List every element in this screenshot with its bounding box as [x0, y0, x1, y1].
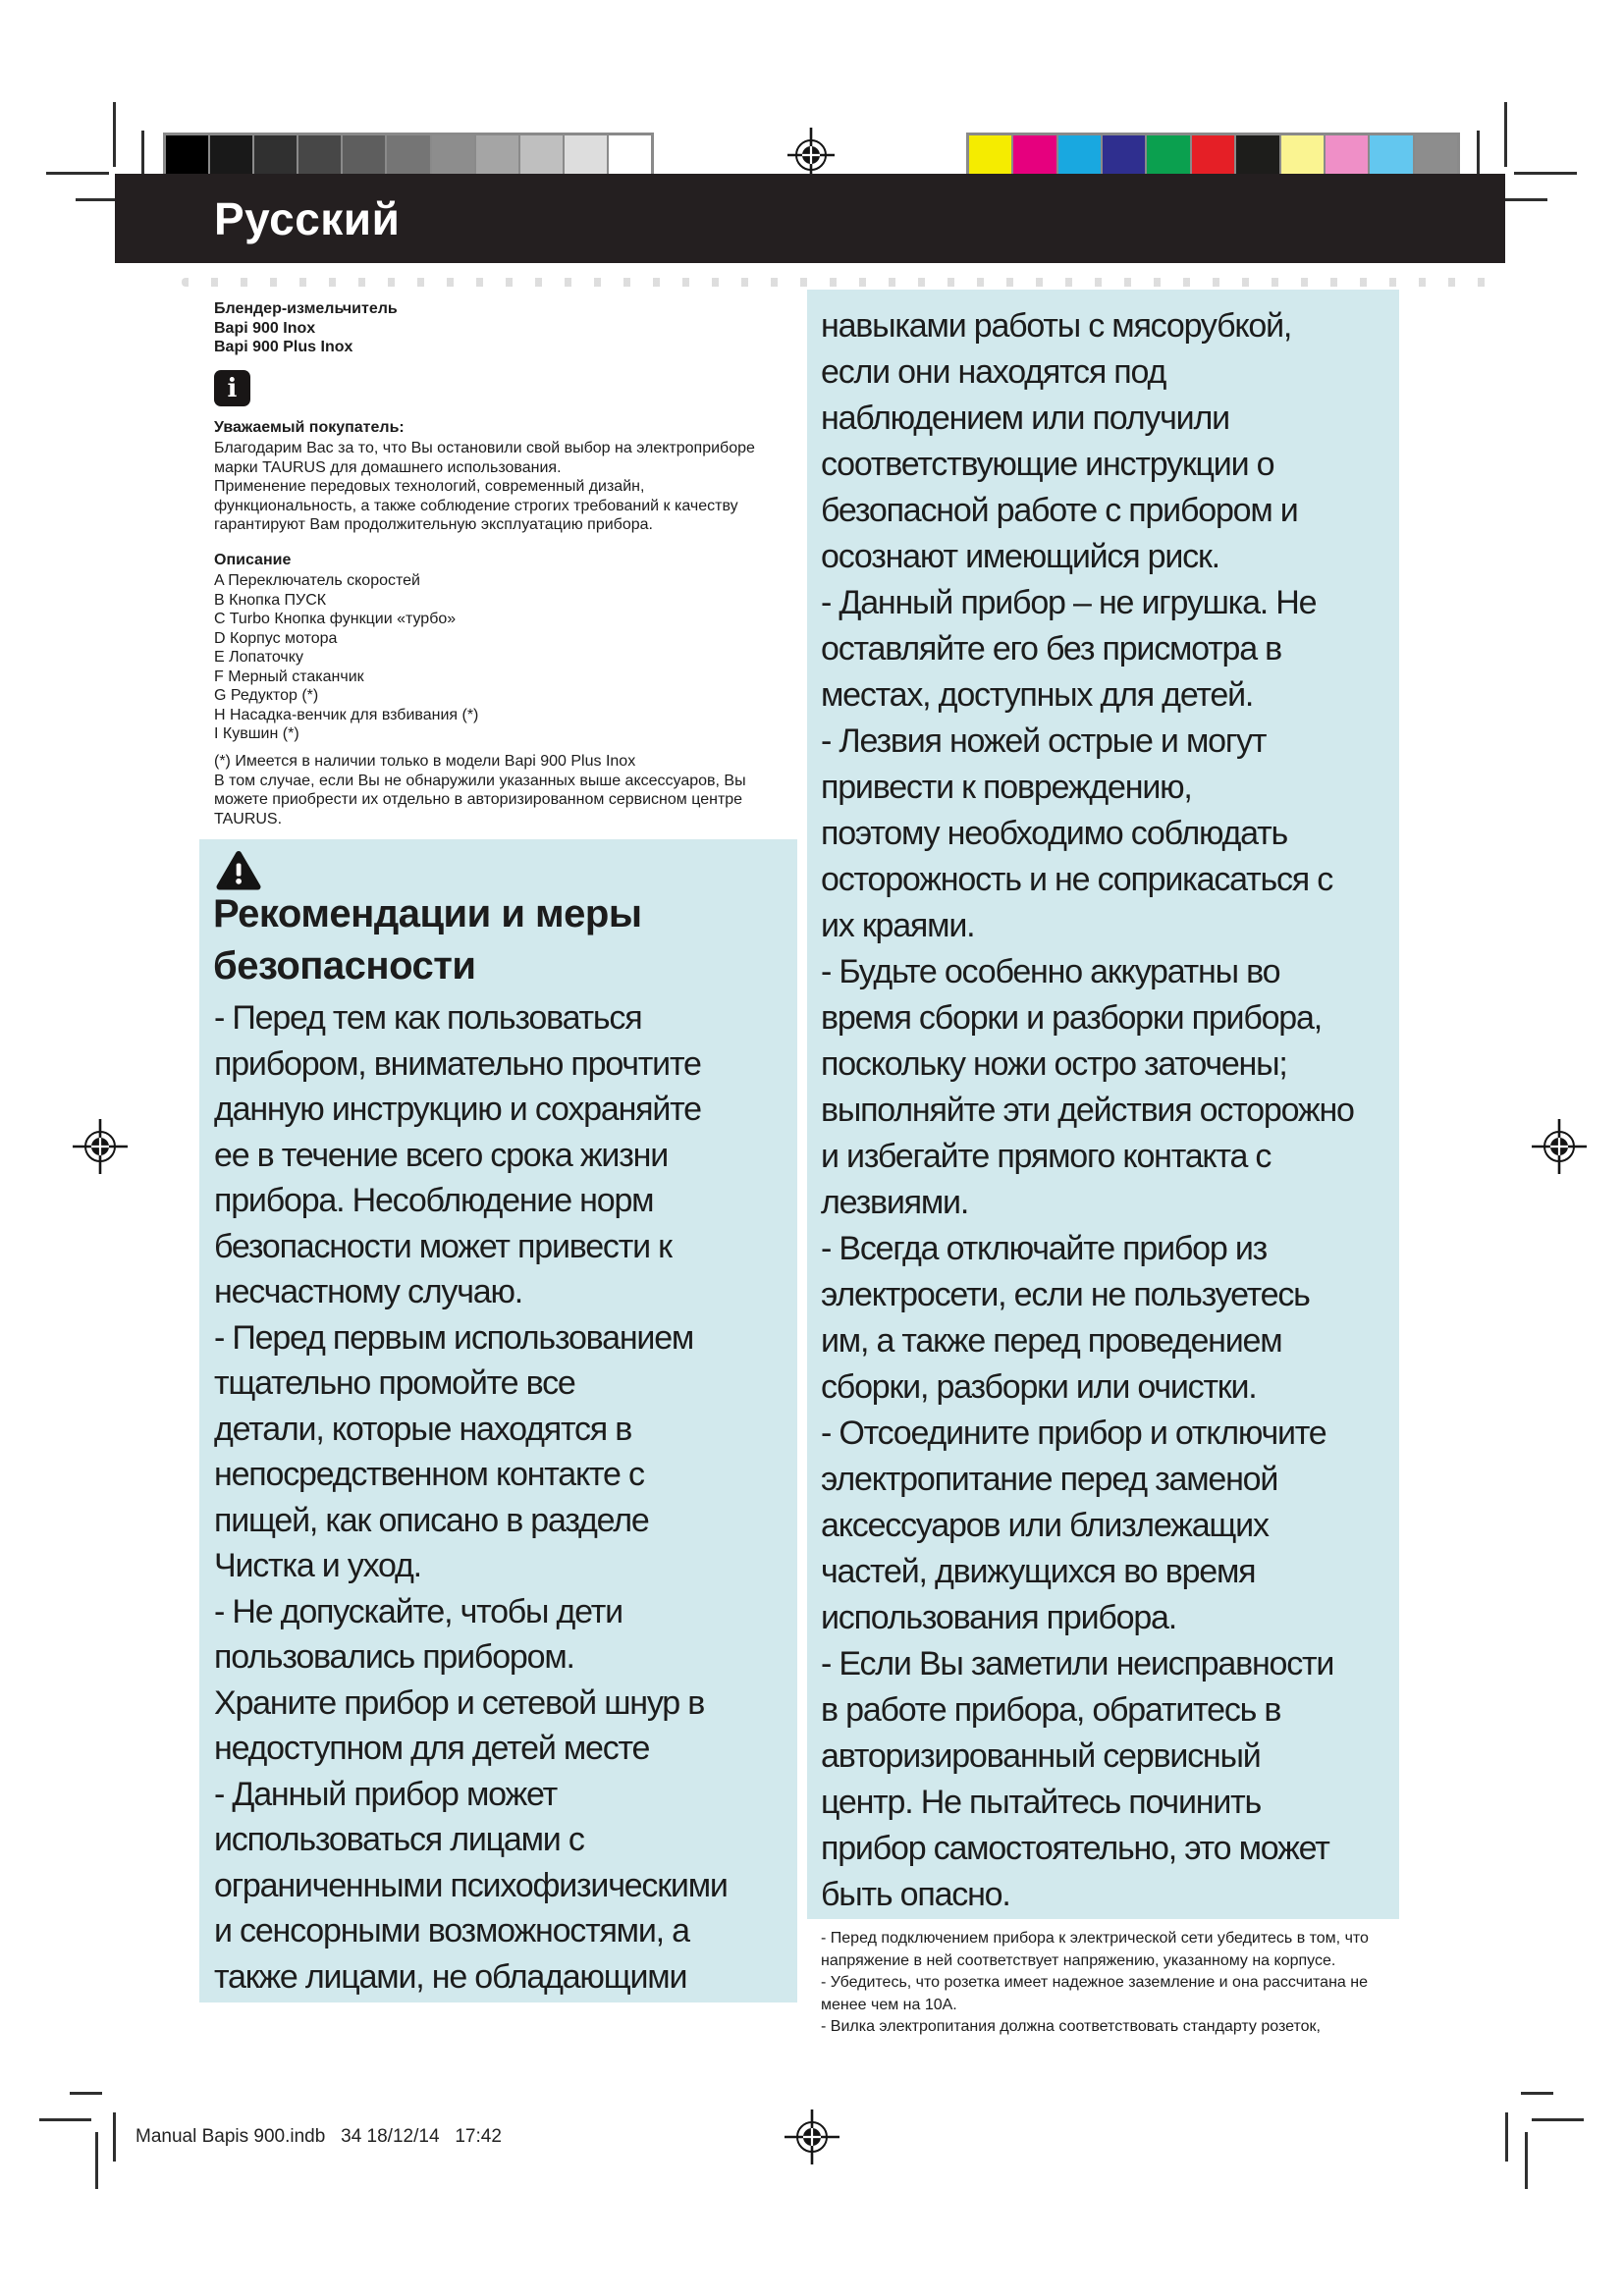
- safety-text-line: безопасности может привести к: [214, 1227, 672, 1265]
- safety-text-line: - Перед первым использованием: [214, 1318, 694, 1357]
- safety-text-line: навыками работы с мясорубкой,: [821, 307, 1292, 345]
- grayscale-swatch: [254, 135, 297, 178]
- safety-text-line: - Лезвия ножей острые и могут: [821, 722, 1267, 760]
- safety-text-line: Храните прибор и сетевой шнур в: [214, 1683, 705, 1722]
- description-item: F Мерный стаканчик: [214, 667, 364, 685]
- safety-text-line: наблюдением или получили: [821, 400, 1229, 437]
- intro-line: Применение передовых технологий, современный дизайн,: [214, 478, 645, 495]
- safety-text-line: пользовались прибором.: [214, 1638, 574, 1676]
- safety-text-line: им, а также перед проведением: [821, 1322, 1282, 1360]
- safety-text-line: прибора. Несоблюдение норм: [214, 1182, 654, 1219]
- safety-text-line: сборки, разборки или очистки.: [821, 1368, 1257, 1406]
- grayscale-swatch: [166, 135, 208, 178]
- safety-text-line: лезвиями.: [821, 1184, 969, 1221]
- safety-text-line: авторизированный сервисный: [821, 1737, 1261, 1775]
- crop-mark: [1505, 2112, 1508, 2162]
- color-swatch: [1103, 135, 1145, 178]
- info-icon-glyph: i: [227, 373, 238, 403]
- crop-mark: [1525, 2132, 1528, 2189]
- safety-heading-line: Рекомендации и меры: [213, 892, 642, 935]
- language-header-bar: [115, 174, 1505, 263]
- safety-text-line: если они находятся под: [821, 353, 1166, 391]
- color-swatch: [1326, 135, 1368, 178]
- safety-text-line: также лицами, не обладающими: [214, 1957, 687, 1996]
- description-item: B Кнопка ПУСК: [214, 591, 327, 609]
- intro-line: марки TAURUS для домашнего использования.: [214, 458, 562, 476]
- grayscale-swatch: [565, 135, 607, 178]
- description-item: H Насадка-венчик для взбивания (*): [214, 706, 479, 723]
- power-note-line: - Убедитесь, что розетка имеет надежное заземление и она рассчитана не: [821, 1974, 1368, 1991]
- description-item: C Turbo Кнопка функции «турбо»: [214, 611, 457, 627]
- safety-text-line: быть опасно.: [821, 1876, 1010, 1913]
- crop-mark: [113, 102, 116, 167]
- product-title-line: Bapi 900 Plus Inox: [214, 339, 353, 355]
- safety-text-right: [821, 303, 1354, 1918]
- safety-text-line: - Перед тем как пользоваться: [214, 999, 642, 1037]
- intro-line: гарантируют Вам продолжительную эксплуатацию прибора.: [214, 516, 653, 533]
- color-swatch: [1147, 135, 1189, 178]
- grayscale-swatch: [476, 135, 518, 178]
- color-swatch: [1281, 135, 1324, 178]
- page-title: Русский: [214, 192, 401, 244]
- safety-text-line: и сенсорными возможностями, а: [214, 1912, 689, 1949]
- footnote-line: TAURUS.: [214, 810, 283, 828]
- grayscale-swatch: [432, 135, 474, 178]
- power-note-line: - Перед подключением прибора к электрической сети убедитесь в том, что: [821, 1930, 1369, 1947]
- color-swatch: [1192, 135, 1234, 178]
- safety-text-line: непосредственном контакте с: [214, 1456, 644, 1493]
- power-note-line: напряжение в ней соответствует напряжению, указанному на корпусе.: [821, 1951, 1336, 1969]
- safety-text-line: электросети, если не пользуетесь: [821, 1276, 1310, 1313]
- safety-text-line: Чистка и уход.: [214, 1547, 421, 1584]
- safety-text-line: недоступном для детей месте: [214, 1730, 650, 1767]
- safety-text-line: - Если Вы заметили неисправности: [821, 1645, 1334, 1682]
- color-swatch: [1013, 135, 1056, 178]
- safety-text-line: осторожность и не соприкасаться с: [821, 861, 1333, 898]
- safety-text-line: центр. Не пытайтесь починить: [821, 1784, 1261, 1821]
- crop-mark: [1504, 102, 1507, 167]
- safety-text-left: [214, 995, 728, 2000]
- product-title-line: Bapi 900 Inox: [214, 319, 316, 337]
- safety-heading-line: безопасности: [213, 944, 476, 988]
- crop-mark: [1521, 2092, 1553, 2095]
- intro-paragraph: [214, 439, 755, 535]
- safety-text-line: оставляйте его без присмотра в: [821, 630, 1282, 667]
- safety-text-line: пищей, как описано в разделе: [214, 1501, 649, 1539]
- safety-text-line: данную инструкцию и сохраняйте: [214, 1091, 701, 1128]
- safety-text-line: выполняйте эти действия осторожно: [821, 1092, 1354, 1129]
- safety-text-line: несчастному случаю.: [214, 1273, 522, 1310]
- description-item: E Лопаточку: [214, 649, 303, 666]
- safety-text-line: поскольку ножи остро заточены;: [821, 1045, 1287, 1083]
- color-swatch: [1415, 135, 1457, 178]
- safety-text-line: их краями.: [821, 907, 975, 944]
- safety-text-line: детали, которые находятся в: [214, 1410, 632, 1448]
- safety-text-line: частей, движущихся во время: [821, 1553, 1256, 1590]
- product-title-line: Блендер-измельчитель: [214, 300, 398, 317]
- product-title: [214, 299, 398, 357]
- color-swatch: [1370, 135, 1412, 178]
- safety-text-line: использования прибора.: [821, 1599, 1177, 1636]
- description-item: A Переключатель скоростей: [214, 572, 420, 589]
- safety-text-line: поэтому необходимо соблюдать: [821, 815, 1288, 852]
- footnote-line: В том случае, если Вы не обнаружили указанных выше аксессуаров, Вы: [214, 772, 746, 789]
- safety-text-line: время сборки и разборки прибора,: [821, 999, 1322, 1037]
- power-notes: [821, 1928, 1369, 2039]
- safety-text-line: прибором, внимательно прочтите: [214, 1044, 701, 1083]
- safety-text-line: привести к повреждению,: [821, 769, 1192, 806]
- crop-mark: [113, 2112, 116, 2162]
- safety-text-line: - Всегда отключайте прибор из: [821, 1230, 1267, 1267]
- safety-text-line: электропитание перед заменой: [821, 1461, 1278, 1498]
- description-item: D Корпус мотора: [214, 629, 338, 647]
- safety-text-line: - Не допускайте, чтобы дети: [214, 1592, 623, 1630]
- crop-mark: [46, 172, 109, 175]
- safety-text-line: - Будьте особенно аккуратны во: [821, 953, 1280, 990]
- safety-text-line: в работе прибора, обратитесь в: [821, 1691, 1281, 1729]
- footnote-line: (*) Имеется в наличии только в модели Bapi 900 Plus Inox: [214, 753, 636, 770]
- registration-mark-icon: [783, 2108, 841, 2166]
- safety-text-line: и избегайте прямого контакта с: [821, 1138, 1272, 1175]
- intro-line: функциональность, а также соблюдение строгих требований к качеству: [214, 497, 738, 514]
- print-footer: Manual Bapis 900.indb 34 18/12/14 17:42: [135, 2126, 502, 2147]
- grayscale-swatch: [387, 135, 429, 178]
- grayscale-swatch: [343, 135, 385, 178]
- registration-mark-icon: [71, 1117, 130, 1176]
- grayscale-swatch: [298, 135, 341, 178]
- safety-text-line: соответствующие инструкции о: [821, 446, 1274, 483]
- description-item: I Кувшин (*): [214, 725, 299, 742]
- safety-text-line: использоваться лицами с: [214, 1821, 584, 1858]
- color-swatch: [969, 135, 1011, 178]
- description-list: [214, 571, 478, 744]
- description-heading: Описание: [214, 552, 292, 568]
- grayscale-swatch: [520, 135, 563, 178]
- info-icon: [214, 370, 250, 406]
- grayscale-swatch: [609, 135, 651, 178]
- power-note-line: менее чем на 10А.: [821, 1996, 957, 2013]
- intro-heading: Уважаемый покупатель:: [214, 419, 405, 436]
- safety-text-line: ограниченными психофизическими: [214, 1866, 728, 1904]
- footnote: [214, 752, 746, 828]
- crop-mark: [1514, 172, 1577, 175]
- footnote-line: можете приобрести их отдельно в авторизированном сервисном центре: [214, 791, 743, 808]
- color-swatch: [1058, 135, 1101, 178]
- safety-text-line: прибор самостоятельно, это может: [821, 1830, 1329, 1867]
- power-note-line: - Вилка электропитания должна соответствовать стандарту розеток,: [821, 2018, 1321, 2035]
- safety-text-line: осознают имеющийся риск.: [821, 538, 1219, 575]
- scan-noise: [182, 278, 1497, 287]
- safety-text-line: местах, доступных для детей.: [821, 676, 1254, 714]
- grayscale-swatch: [210, 135, 252, 178]
- safety-text-line: - Данный прибор – не игрушка. Не: [821, 584, 1317, 621]
- safety-heading: [213, 888, 641, 992]
- safety-text-line: - Данный прибор может: [214, 1775, 557, 1813]
- safety-text-line: безопасной работе с прибором и: [821, 492, 1298, 529]
- crop-mark: [1532, 2118, 1584, 2121]
- safety-text-line: тщательно промойте все: [214, 1364, 575, 1402]
- safety-text-line: аксессуаров или близлежащих: [821, 1507, 1269, 1544]
- safety-text-line: - Отсоедините прибор и отключите: [821, 1415, 1326, 1452]
- registration-mark-icon: [1530, 1117, 1589, 1176]
- crop-mark: [70, 2092, 102, 2095]
- crop-mark: [39, 2118, 91, 2121]
- crop-mark: [95, 2132, 98, 2189]
- safety-text-line: ее в течение всего срока жизни: [214, 1136, 668, 1174]
- intro-line: Благодарим Вас за то, что Вы остановили свой выбор на электроприборе: [214, 440, 755, 456]
- color-swatch: [1236, 135, 1278, 178]
- description-item: G Редуктор (*): [214, 687, 319, 704]
